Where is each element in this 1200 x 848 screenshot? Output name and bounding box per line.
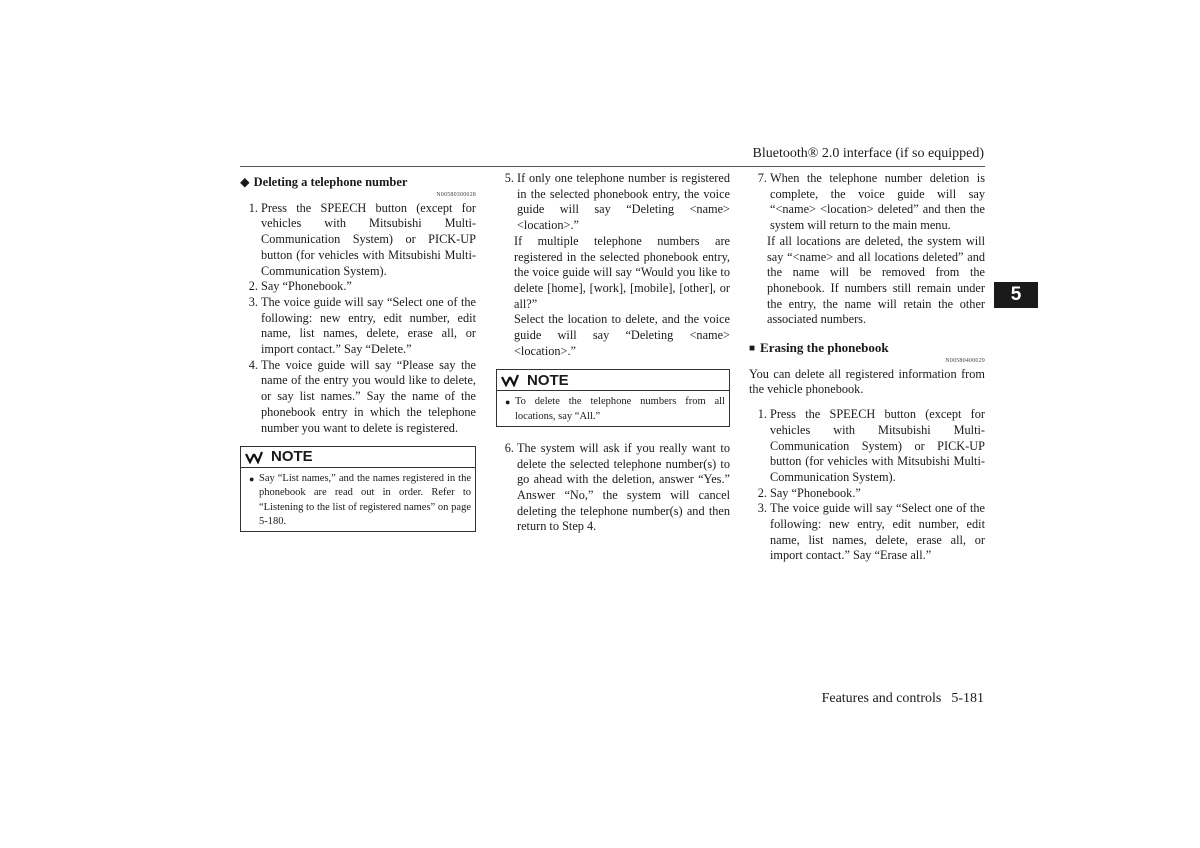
- step-number: 6.: [504, 440, 514, 455]
- step-text: If only one telephone number is registered in the selected phonebook entry, the voice guide will say “Deleting <name> <location>.”: [517, 171, 730, 233]
- diamond-icon: ◆: [240, 175, 250, 189]
- step-number: 5.: [504, 171, 514, 185]
- step-number: 2.: [757, 485, 767, 500]
- intro-paragraph: You can delete all registered information from the vehicle phonebook.: [749, 366, 985, 397]
- step-text: Press the SPEECH button (except for vehicles with Mitsubishi Multi-Communication System) or PICK-UP button (for vehicles with Mitsubishi Multi-Communication System).: [770, 407, 985, 484]
- step-paragraph: Select the location to delete, and the voice guide will say “Deleting <name> <location>.”: [514, 312, 730, 358]
- bullet-icon: ●: [505, 397, 511, 408]
- note-icon: [245, 450, 267, 464]
- chapter-tab: 5: [994, 282, 1038, 308]
- step-text: Say “Phonebook.”: [261, 279, 352, 294]
- footer-section: Features and controls: [821, 691, 942, 706]
- header-rule: [240, 166, 985, 167]
- note-body: [241, 468, 475, 531]
- note-text: Say “List names,” and the names registered in the phonebook are read out in order. Refer to “Listening to the list of registered names” on page 5-180.: [259, 473, 471, 527]
- step-text: The voice guide will say “Select one of the following: new entry, edit number, edit name, list names, delete, erase all, or import contact.” Say “Delete.”: [261, 294, 476, 357]
- note-box: [240, 446, 476, 532]
- note-icon: [501, 373, 523, 387]
- list-item: [240, 295, 476, 358]
- page-footer: [822, 691, 984, 707]
- step-text: The voice guide will say “Select one of the following: new entry, edit number, edit name, list names, delete, erase all, or import contact.” Say “Erase all.”: [770, 501, 985, 563]
- step-paragraph: If multiple telephone numbers are registered in the selected phonebook entry, the voice guide will say “Would you like to delete [home], [work], [mobile], [other], or all?”: [514, 233, 730, 311]
- step-paragraph: If all locations are deleted, the system will say “<name> and all locations deleted” and the name will be removed from the phonebook. If numbers still remain under the entry, the name will retain the other associated numbers.: [767, 233, 985, 327]
- step-text: Press the SPEECH button (except for vehicles with Mitsubishi Multi-Communication System) or PICK-UP button (for vehicles with Mitsubishi Multi-Communication System).: [261, 200, 476, 278]
- step-text: The system will ask if you really want to delete the selected telephone number(s) to go ahead with the deletion, answer “Yes.” Answer “No,” the system will cancel deleting the telephone number(s) and then return to Step 4.: [517, 440, 730, 534]
- square-icon: ■: [749, 343, 756, 355]
- list-item: [240, 279, 476, 295]
- list-item: [496, 171, 730, 234]
- step-number: 7.: [757, 171, 767, 185]
- step-number: 1.: [757, 407, 767, 422]
- step-number: 1.: [248, 200, 258, 215]
- list-item: [749, 171, 985, 234]
- step-text: The voice guide will say “Please say the name of the entry you would like to delete, or say list names.” Say the name of the phonebook entry in which the telephone number you want to delete is registered.: [261, 357, 476, 435]
- note-text: To delete the telephone numbers from all locations, say “All.”: [515, 396, 725, 422]
- note-body: [497, 391, 729, 425]
- note-header: [241, 447, 475, 468]
- section-heading-deleting-number: [240, 175, 476, 191]
- note-label: NOTE: [527, 371, 569, 389]
- section-heading-text: Erasing the phonebook: [760, 340, 889, 356]
- page-number: 5-181: [951, 691, 984, 706]
- section-code: N00580300028: [436, 191, 476, 198]
- step-number: 2.: [248, 279, 258, 294]
- step-text: When the telephone number deletion is complete, the voice guide will say “<name> <location> deleted” and then the system will return to the main menu.: [770, 171, 985, 233]
- list-item: [240, 201, 476, 280]
- note-box: [496, 369, 730, 426]
- list-item: [240, 358, 476, 437]
- column-3: [749, 171, 985, 564]
- list-item: [749, 407, 985, 486]
- column-1: [240, 171, 476, 532]
- page-header-title: Bluetooth® 2.0 interface (if so equipped): [752, 146, 984, 161]
- section-heading-text: Deleting a telephone number: [253, 175, 408, 189]
- step-text: Say “Phonebook.”: [770, 485, 861, 500]
- section-heading-erasing-phonebook: [749, 340, 985, 357]
- step-number: 3.: [757, 501, 767, 516]
- section-code: N00580400029: [945, 357, 985, 364]
- bullet-icon: ●: [249, 474, 255, 485]
- column-2: [496, 171, 730, 535]
- note-header: [497, 370, 729, 391]
- list-item: [749, 486, 985, 502]
- note-label: NOTE: [271, 448, 313, 466]
- list-item: [496, 441, 730, 535]
- step-number: 3.: [248, 294, 258, 309]
- list-item: [749, 501, 985, 564]
- step-number: 4.: [248, 357, 258, 372]
